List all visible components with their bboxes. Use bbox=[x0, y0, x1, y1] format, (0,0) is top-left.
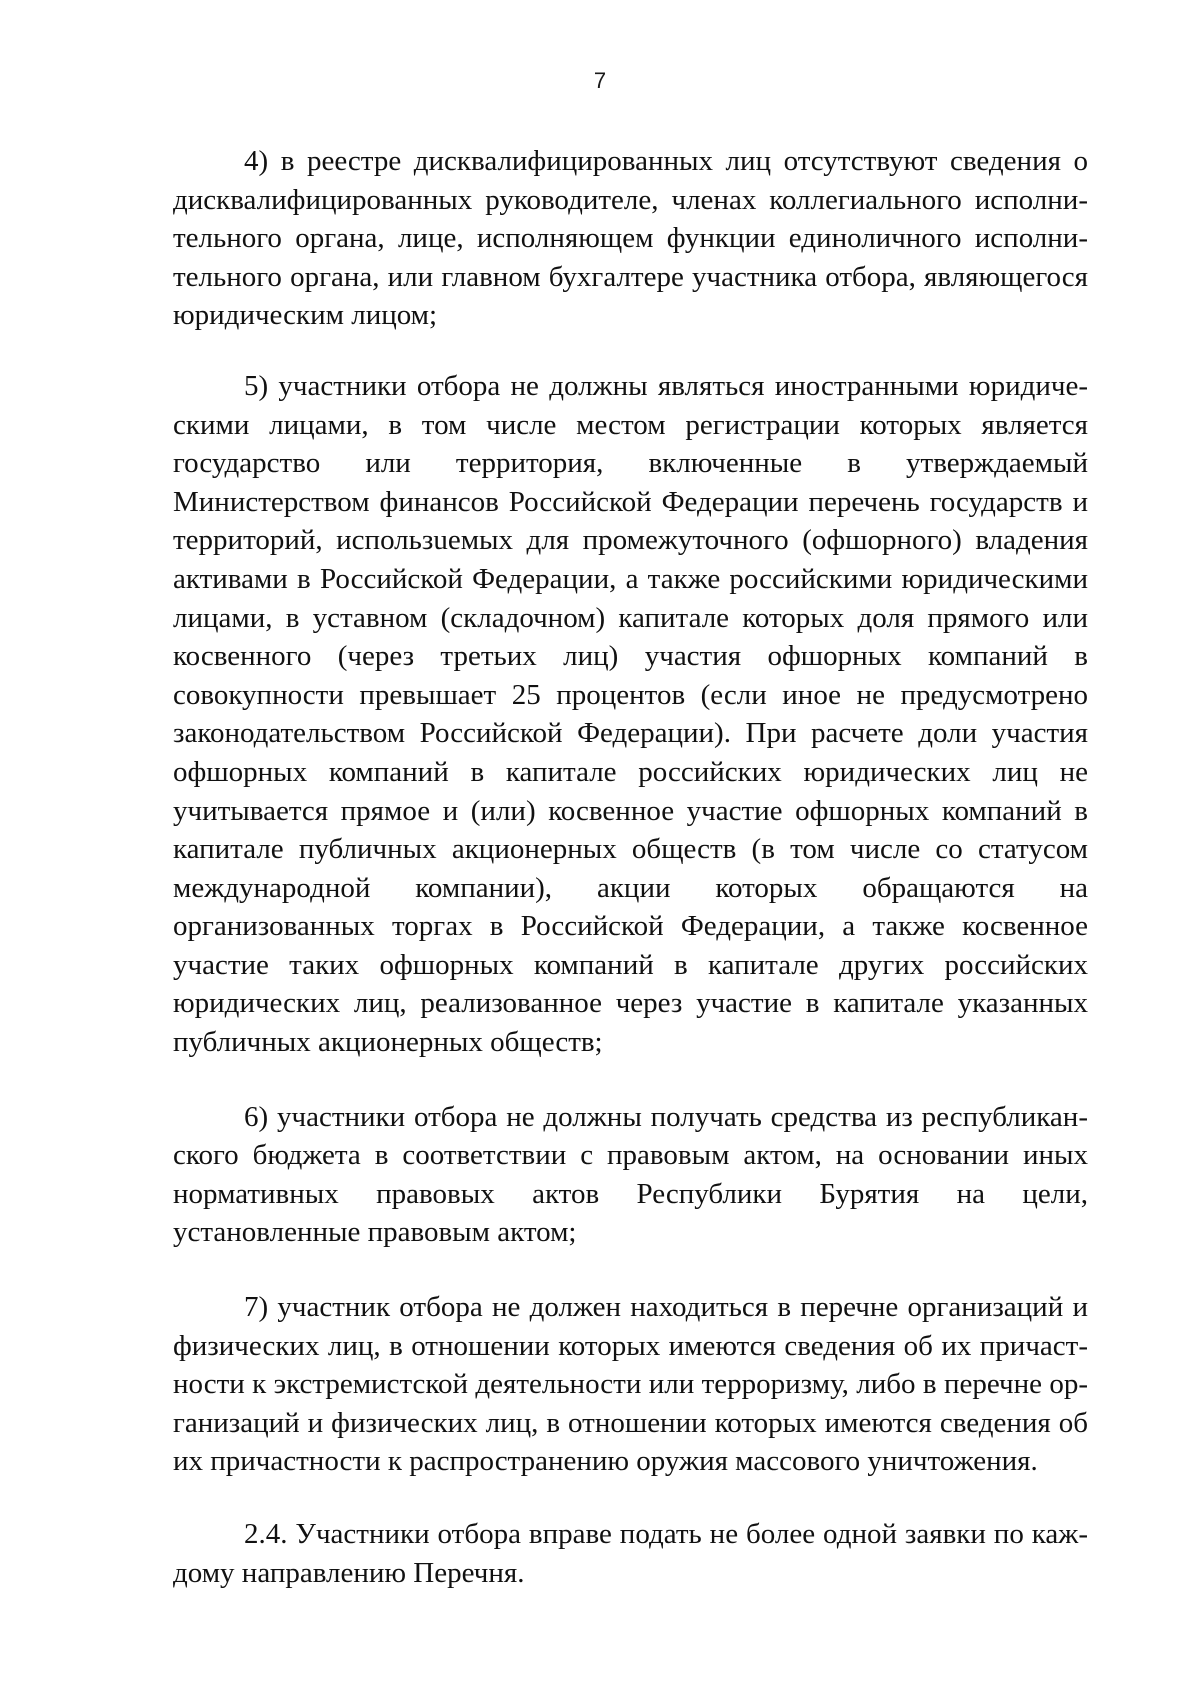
paragraph-item-4: 4) в реестре дисквалифицированных лиц отсутствуют сведения о дисквалифицированных руководителе, членах коллегиального исполнительного органа, лице, исполняющем функции единоличного исполнительного органа, или главном бухгалтере участника отбора, являющегося юридическим лицом; bbox=[173, 145, 1088, 332]
paragraph-item-7: 7) участник отбора не должен находиться в перечне организаций и физических лиц, в отношении которых имеются сведения об их причастности к экстремистской деятельности или терроризму, либо в перечне организаций и физических лиц, в отношении которых имеются сведения об их причастности к распространению оружия массового уничтожения. bbox=[173, 1291, 1088, 1478]
document-body bbox=[173, 142, 1088, 1626]
paragraph-item-5: 5) участники отбора не должны являться иностранными юридическими лицами, в том числе местом регистрации которых является государство или территория, включенные в утверждаемый Министерством финансов Российской Федерации перечень государств и территорий, использueмых для промежуточного (офшорного) владения активами в Российской Федерации, а также российскими юридическими лицами, в уставном (складочном) капитале которых доля прямого или косвенного (через третьих лиц) участия офшорных компаний в совокупности превышает 25 процентов (если иное не предусмотрено законодательством Российской Федерации). При расчете доли участия офшорных компаний в капитале российских юридических лиц не учитывается прямое и (или) косвенное участие офшорных компаний в капитале публичных акционерных обществ (в том числе со статусом международной компании), акции которых обращаются на организованных торгах в Российской Федерации, а также косвенное участие таких офшорных компаний в капитале других российских юридических лиц, реализованное через участие в капитале указанных публичных акционерных обществ; bbox=[173, 369, 1088, 1059]
paragraph-section-2-4: 2.4. Участники отбора вправе подать не более одной заявки по каждому направлению Перечня. bbox=[173, 1518, 1088, 1589]
paragraph-item-6: 6) участники отбора не должны получать средства из республиканского бюджета в соответствии с правовым актом, на основании иных нормативных правовых актов Республики Бурятия на цели, установленные правовым актом; bbox=[173, 1100, 1088, 1249]
page-number: 7 bbox=[593, 68, 607, 93]
